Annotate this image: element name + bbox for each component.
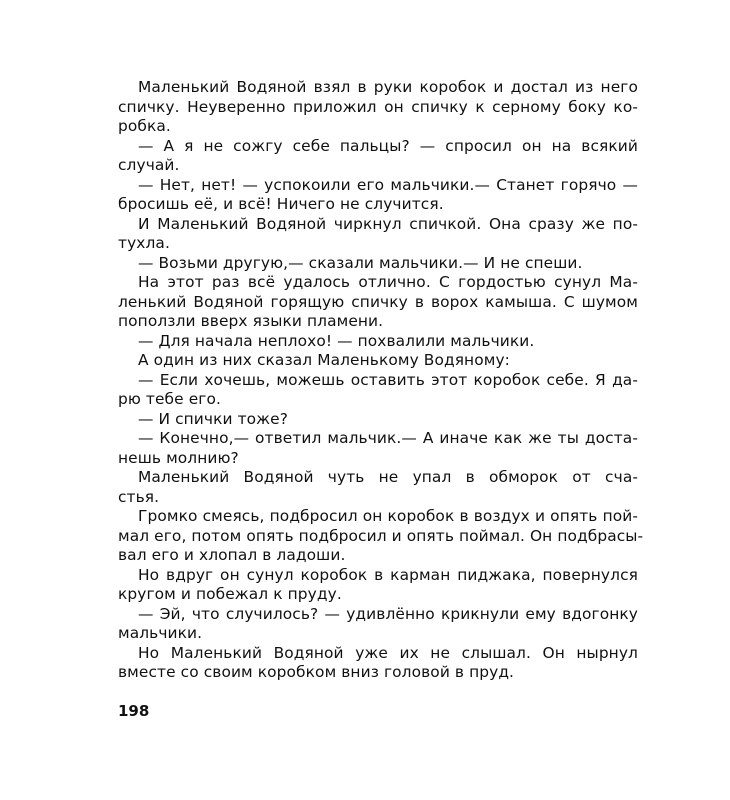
text-line: Громко смеясь, подбросил он коробок в воздух и опять пой- (138, 507, 638, 525)
text-line: Маленький Водяной взял в руки коробок и достал из него (138, 78, 638, 96)
text-line: случай. (118, 156, 180, 174)
text-line: спичку. Неуверенно приложил он спичку к серному боку ко- (118, 97, 638, 116)
text-line: мальчики. (118, 624, 203, 642)
text-line: кругом и побежал к пруду. (118, 585, 342, 603)
page-text-block (118, 78, 644, 683)
text-line: — Возьми другую,— сказали мальчики.— И не спеши. (138, 253, 583, 272)
text-line: Но вдруг он сунул коробок в карман пиджака, повернулся (138, 565, 638, 584)
text-line: вал его и хлопал в ладоши. (118, 546, 346, 564)
text-line: — И спички тоже? (138, 409, 288, 428)
text-line: — Конечно,— ответил мальчик.— А иначе как же ты доста- (138, 429, 638, 447)
text-line: — А я не сожгу себе пальцы? — спросил он на всякий (138, 136, 638, 155)
text-line: бросишь её, и всё! Ничего не случится. (118, 195, 444, 213)
text-line: А один из них сказал Маленькому Водяному: (138, 351, 510, 369)
text-line: ленький Водяной горящую спичку в ворох камыша. С шумом (118, 292, 638, 311)
text-line: — Нет, нет! — успокоили его мальчики.— Станет горячо — (138, 175, 638, 194)
text-line: стья. (118, 487, 160, 506)
page-number: 198 (118, 702, 150, 720)
text-line: Но Маленький Водяной уже их не слышал. Он нырнул (138, 643, 638, 662)
text-line: И Маленький Водяной чиркнул спичкой. Она сразу же по- (138, 214, 638, 233)
text-line: — Для начала неплохо! — похвалили мальчики. (138, 331, 535, 350)
text-line: вместе со своим коробком вниз головой в пруд. (118, 663, 515, 681)
text-line: тухла. (118, 234, 170, 252)
text-line: На этот раз всё удалось отлично. С гордостью сунул Ма- (138, 273, 638, 291)
text-line: робка. (118, 117, 171, 135)
text-line: нешь молнию? (118, 448, 239, 467)
text-line: Маленький Водяной чуть не упал в обморок от сча- (138, 468, 638, 486)
text-line: мал его, потом опять подбросил и опять поймал. Он подбрасы- (118, 526, 644, 545)
text-line: поползли вверх языки пламени. (118, 312, 384, 330)
text-line: рю тебе его. (118, 390, 221, 408)
text-line: — Если хочешь, можешь оставить этот коробок себе. Я да- (138, 370, 638, 389)
text-line: — Эй, что случилось? — удивлённо крикнули ему вдогонку (138, 604, 638, 623)
